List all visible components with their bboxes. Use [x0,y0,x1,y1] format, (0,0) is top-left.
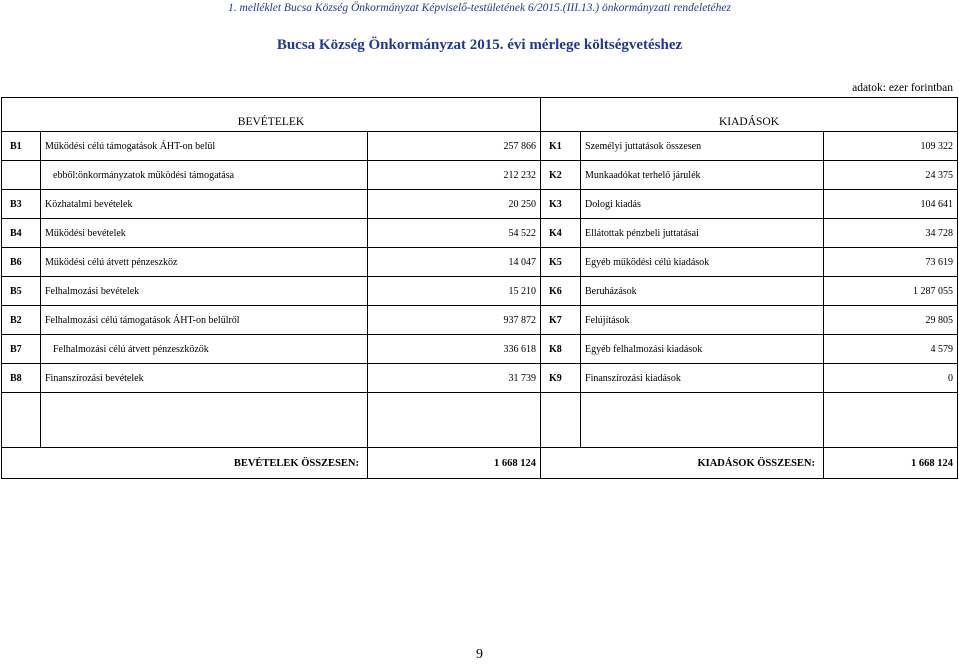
expenditure-code: K4 [541,219,581,248]
empty-cell [541,393,581,448]
empty-cell [824,393,958,448]
expenditure-header: KIADÁSOK [541,98,958,132]
expenditure-code: K7 [541,306,581,335]
expenditure-label: Finanszírozási kiadások [581,364,824,393]
revenue-value: 336 618 [368,335,541,364]
revenue-value: 14 047 [368,248,541,277]
expenditure-value: 29 805 [824,306,958,335]
empty-row [2,393,958,448]
revenue-label: ebből:önkormányzatok működési támogatása [41,161,368,190]
revenue-value: 212 232 [368,161,541,190]
expenditure-label: Ellátottak pénzbeli juttatásai [581,219,824,248]
expenditure-code: K6 [541,277,581,306]
revenue-total-label: BEVÉTELEK ÖSSZESEN: [2,448,368,479]
unit-note: adatok: ezer forintban [852,82,953,94]
expenditure-value: 0 [824,364,958,393]
table-row [2,161,958,190]
revenue-label: Felhalmozási célú átvett pénzeszközök [41,335,368,364]
revenue-header: BEVÉTELEK [2,98,541,132]
expenditure-value: 34 728 [824,219,958,248]
budget-balance-table [1,97,958,479]
revenue-code: B2 [2,306,41,335]
page-number: 9 [476,647,483,662]
revenue-code: B6 [2,248,41,277]
revenue-value: 937 872 [368,306,541,335]
expenditure-code: K2 [541,161,581,190]
expenditure-label: Dologi kiadás [581,190,824,219]
revenue-label: Felhalmozási bevételek [41,277,368,306]
revenue-label: Közhatalmi bevételek [41,190,368,219]
revenue-value: 54 522 [368,219,541,248]
expenditure-label: Egyéb felhalmozási kiadások [581,335,824,364]
expenditure-code: K1 [541,132,581,161]
expenditure-label: Személyi juttatások összesen [581,132,824,161]
revenue-code [2,161,41,190]
expenditure-label: Beruházások [581,277,824,306]
totals-row [2,448,958,479]
revenue-code: B4 [2,219,41,248]
table-row [2,277,958,306]
expenditure-code: K8 [541,335,581,364]
table-row [2,132,958,161]
revenue-value: 20 250 [368,190,541,219]
revenue-label: Működési célú támogatások ÁHT-on belül [41,132,368,161]
revenue-value: 257 866 [368,132,541,161]
table-row [2,219,958,248]
expenditure-value: 109 322 [824,132,958,161]
expenditure-total-label: KIADÁSOK ÖSSZESEN: [541,448,824,479]
revenue-code: B1 [2,132,41,161]
empty-cell [368,393,541,448]
expenditure-value: 4 579 [824,335,958,364]
table-row [2,190,958,219]
revenue-code: B5 [2,277,41,306]
revenue-label: Finanszírozási bevételek [41,364,368,393]
revenue-total-value: 1 668 124 [368,448,541,479]
table-header-row [2,98,958,132]
expenditure-code: K9 [541,364,581,393]
table-row [2,335,958,364]
expenditure-code: K5 [541,248,581,277]
expenditure-value: 1 287 055 [824,277,958,306]
empty-cell [2,393,41,448]
revenue-code: B3 [2,190,41,219]
expenditure-value: 104 641 [824,190,958,219]
expenditure-value: 73 619 [824,248,958,277]
revenue-code: B8 [2,364,41,393]
empty-cell [581,393,824,448]
revenue-value: 31 739 [368,364,541,393]
expenditure-code: K3 [541,190,581,219]
revenue-label: Működési célú átvett pénzeszköz [41,248,368,277]
empty-cell [41,393,368,448]
expenditure-value: 24 375 [824,161,958,190]
table-row [2,364,958,393]
expenditure-label: Felújítások [581,306,824,335]
table-row [2,248,958,277]
expenditure-label: Munkaadókat terhelő járulék [581,161,824,190]
revenue-code: B7 [2,335,41,364]
revenue-label: Működési bevételek [41,219,368,248]
document-title: Bucsa Község Önkormányzat 2015. évi mérlege költségvetéshez [276,37,683,53]
revenue-value: 15 210 [368,277,541,306]
revenue-label: Felhalmozási célú támogatások ÁHT-on belülről [41,306,368,335]
expenditure-total-value: 1 668 124 [824,448,958,479]
expenditure-label: Egyéb működési célú kiadások [581,248,824,277]
table-row [2,306,958,335]
header-note: 1. melléklet Bucsa Község Önkormányzat Képviselő-testületének 6/2015.(III.13.) önkormányzati rendeletéhez [228,2,731,14]
